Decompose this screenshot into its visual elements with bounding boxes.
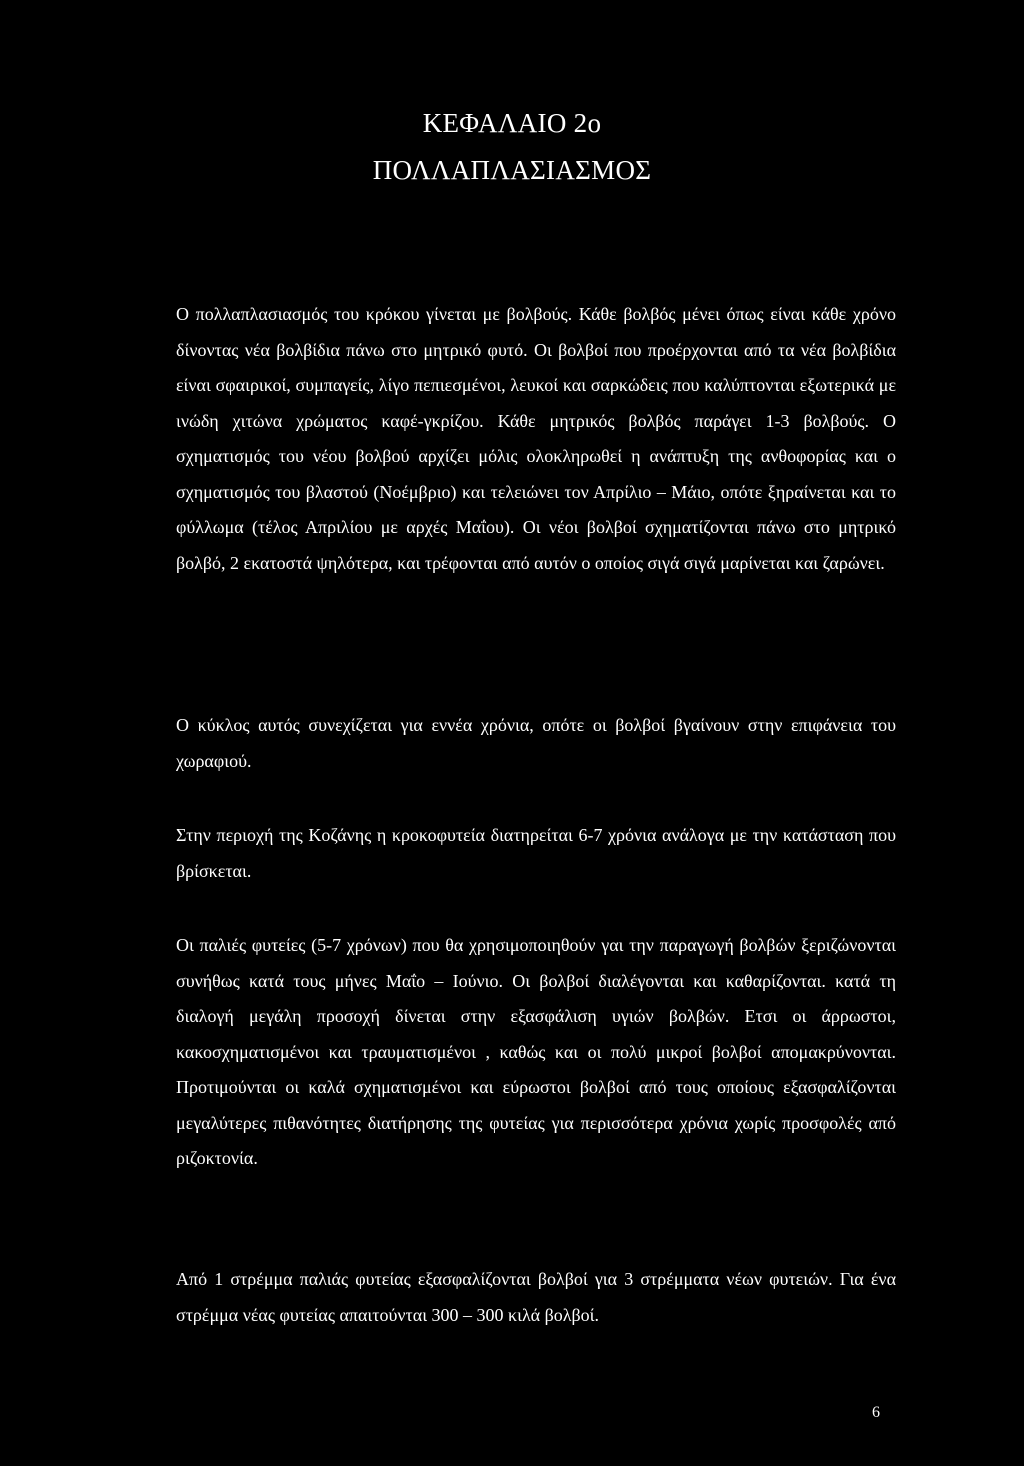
paragraph-old-plantations: Οι παλιές φυτείες (5-7 χρόνων) που θα χρησιμοποιηθούν γαι την παραγωγή βολβών ξεριζώνονται συνήθως κατά τους μήνες Μαΐο – Ιούνιο. Οι βολβοί διαλέγονται και καθαρίζονται. κατά τη διαλογή μεγάλη προσοχή δίνεται στην εξασφάλιση υγιών βολβών. Ετσι οι άρρωστοι, κακοσχηματισμένοι και τραυματισμένοι , καθώς και οι πολύ μικροί βολβοί απομακρύνονται. Προτιμούνται οι καλά σχηματισμένοι και εύρωστοι βολβοί από τους οποίους εξασφαλίζονται μεγαλύτερες πιθανότητες διατήρησης της φυτείας για περισσότερα χρόνια χωρίς προσφολές από ριζοκτονία. [176,935,896,1168]
page-number: 6 [872,1404,880,1421]
paragraph-cycle: Ο κύκλος αυτός συνεχίζεται για εννέα χρόνια, οπότε οι βολβοί βγαίνουν στην επιφάνεια του χωραφιού. [176,715,896,771]
paragraph-yield: Από 1 στρέμμα παλιάς φυτείας εξασφαλίζονται βολβοί για 3 στρέμματα νέων φυτειών. Για ένα στρέμμα νέας φυτείας απαιτούνται 300 – 300 κιλά βολβοί. [176,1269,896,1325]
chapter-title: ΠΟΛΛΑΠΛΑΣΙΑΣΜΟΣ [372,155,652,185]
chapter-heading: ΚΕΦΑΛΑΙΟ 2ο [422,108,602,138]
paragraph-bulb-formation: Ο πολλαπλασιασμός του κρόκου γίνεται με βολβούς. Κάθε βολβός μένει όπως είναι κάθε χρόνο δίνοντας νέα βολβίδια πάνω στο μητρικό φυτό. Οι βολβοί που προέρχονται από τα νέα βολβίδια είναι σφαιρικοί, συμπαγείς, λίγο πεπιεσμένοι, λευκοί και σαρκώδεις που καλύπτονται εξωτερικά με ινώδη χιτώνα χρώματος καφέ-γκρίζου. Κάθε μητρικός βολβός παράγει 1-3 βολβούς. Ο σχηματισμός του νέου βολβού αρχίζει μόλις ολοκληρωθεί η ανάπτυξη της ανθοφορίας και ο σχηματισμός του βλαστού (Νοέμβριο) και τελειώνει τον Απρίλιο – Μάιο, οπότε ξηραίνεται και το φύλλωμα (τέλος Απριλίου με αρχές Μαΐου). Οι νέοι βολβοί σχηματίζονται πάνω στο μητρικό βολβό, 2 εκατοστά ψηλότερα, και τρέφονται από αυτόν ο οποίος σιγά σιγά μαρίνεται και ζαρώνει. [176,304,896,573]
paragraph-kozani: Στην περιοχή της Κοζάνης η κροκοφυτεία διατηρείται 6-7 χρόνια ανάλογα με την κατάσταση που βρίσκεται. [176,825,896,881]
